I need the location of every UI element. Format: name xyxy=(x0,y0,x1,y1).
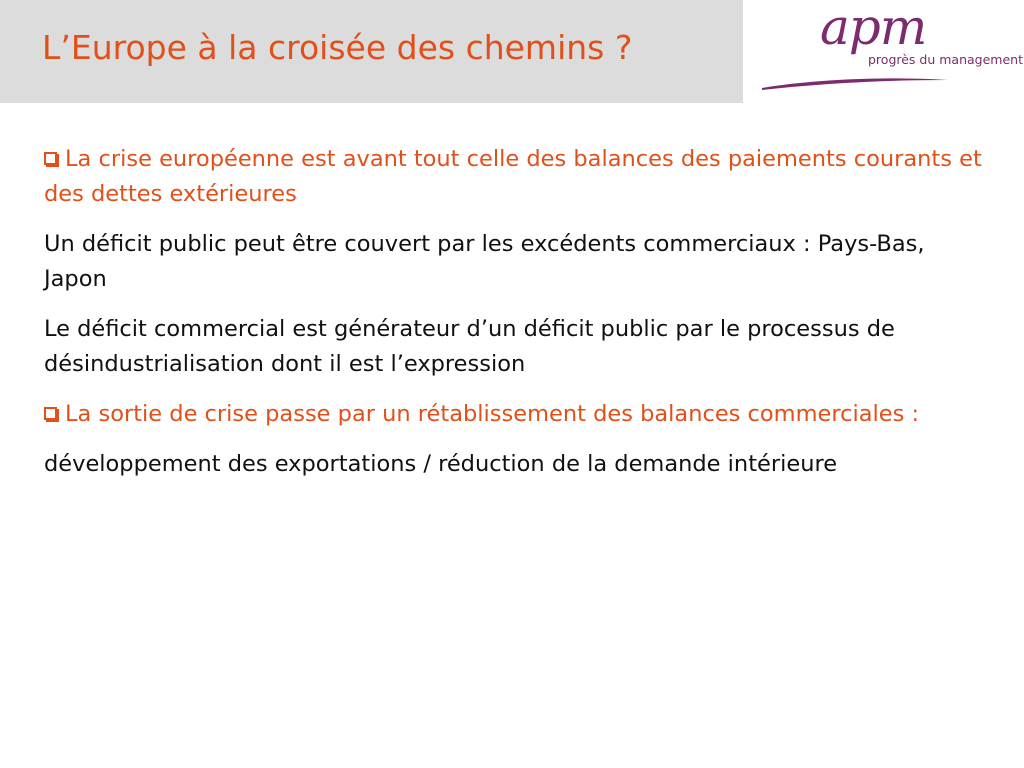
title-band xyxy=(0,0,743,103)
logo-tagline: progrès du management xyxy=(868,52,1023,67)
bullet-point-crisis xyxy=(44,142,994,212)
bullet-point-crisis-text: La crise européenne est avant tout celle des balances des paiements courants et des dettes extérieures xyxy=(44,146,982,207)
logo-swoosh-icon xyxy=(760,70,950,92)
checkbox-icon xyxy=(44,152,57,165)
bullet-point-exit xyxy=(44,397,994,432)
apm-logo xyxy=(760,0,1023,96)
slide-title: L’Europe à la croisée des chemins ? xyxy=(42,28,633,67)
bullet-point-exit-text: La sortie de crise passe par un rétablissement des balances commerciales : xyxy=(65,401,920,427)
logo-mark: apm xyxy=(820,0,927,56)
body-paragraph-public-deficit: Un déficit public peut être couvert par les excédents commerciaux : Pays-Bas, Japon xyxy=(44,231,925,292)
body-paragraph-measures: développement des exportations / réduction de la demande intérieure xyxy=(44,451,838,477)
slide-body xyxy=(44,142,994,497)
checkbox-icon xyxy=(44,407,57,420)
body-paragraph-trade-deficit: Le déficit commercial est générateur d’un déficit public par le processus de désindustrialisation dont il est l’expression xyxy=(44,316,895,377)
